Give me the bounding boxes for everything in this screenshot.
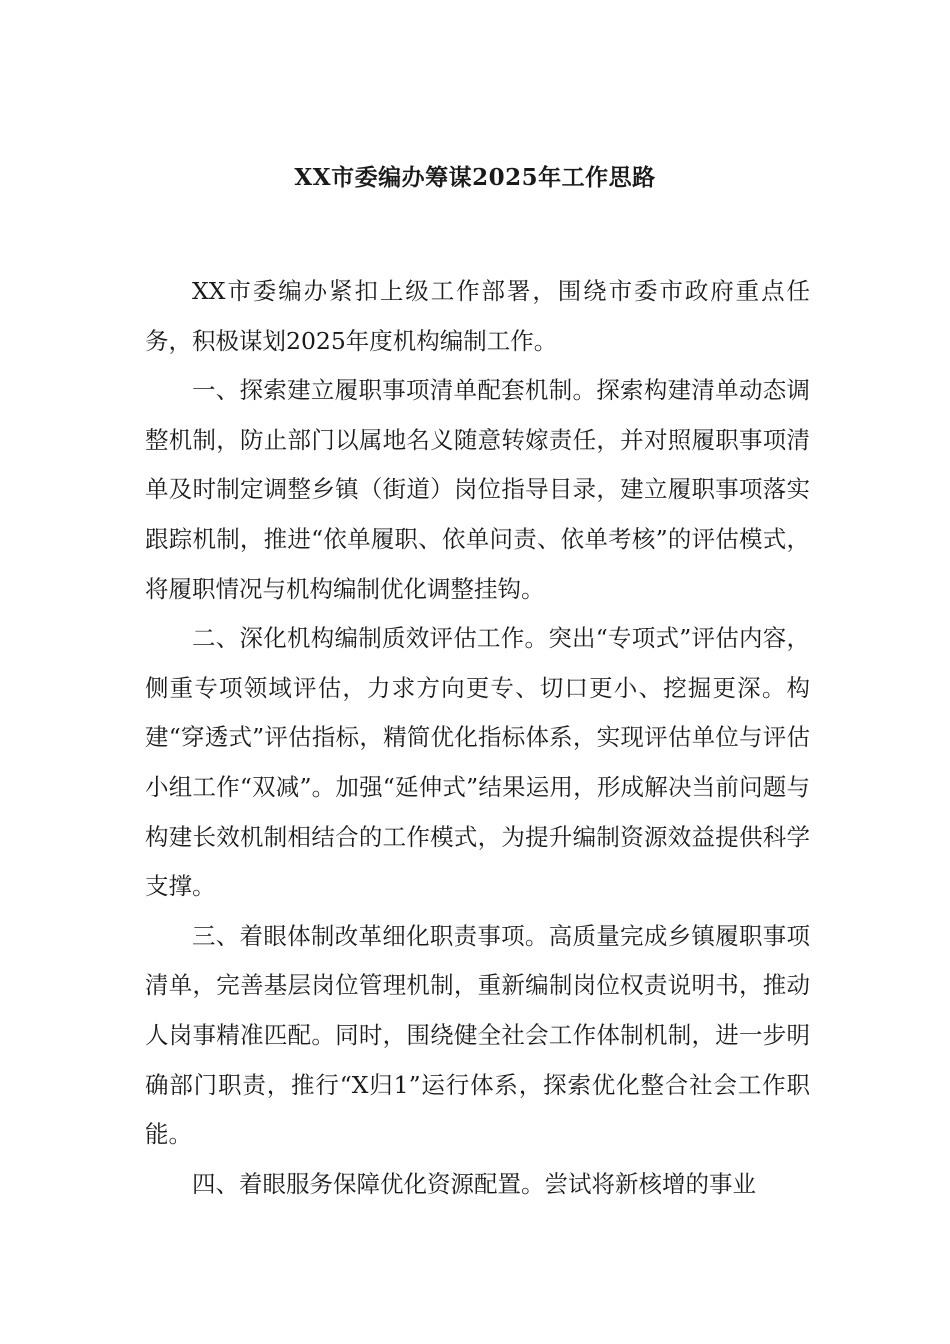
document-body <box>145 267 810 1209</box>
paragraph-section-4: 四、着眼服务保障优化资源配置。尝试将新核增的事业 <box>192 1169 756 1198</box>
paragraph-section-2: 二、深化机构编制质效评估工作。突出“专项式”评估内容，侧重专项领域评估，力求方向更专、切口更小、挖掘更深。构建“穿透式”评估指标，精简优化指标体系，实现评估单位与评估小组工作“双减”。加强“延伸式”结果运用，形成解决当前问题与构建长效机制相结合的工作模式，为提升编制资源效益提供科学支撑。 <box>145 624 810 901</box>
document-title: XX市委编办筹谋2025年工作思路 <box>294 164 656 191</box>
paragraph-section-1: 一、探索建立履职事项清单配套机制。探索构建清单动态调整机制，防止部门以属地名义随意转嫁责任，并对照履职事项清单及时制定调整乡镇（街道）岗位指导目录，建立履职事项落实跟踪机制，推进“依单履职、依单问责、依单考核”的评估模式，将履职情况与机构编制优化调整挂钩。 <box>145 376 810 603</box>
paragraph-section-3: 三、着眼体制改革细化职责事项。高质量完成乡镇履职事项清单，完善基层岗位管理机制，重新编制岗位权责说明书，推动人岗事精准匹配。同时，围绕健全社会工作体制机制，进一步明确部门职责，推行“X归1”运行体系，探索优化整合社会工作职能。 <box>145 921 810 1149</box>
paragraph-intro: XX市委编办紧扣上级工作部署，围绕市委市政府重点任务，积极谋划2025年度机构编制工作。 <box>145 277 810 355</box>
